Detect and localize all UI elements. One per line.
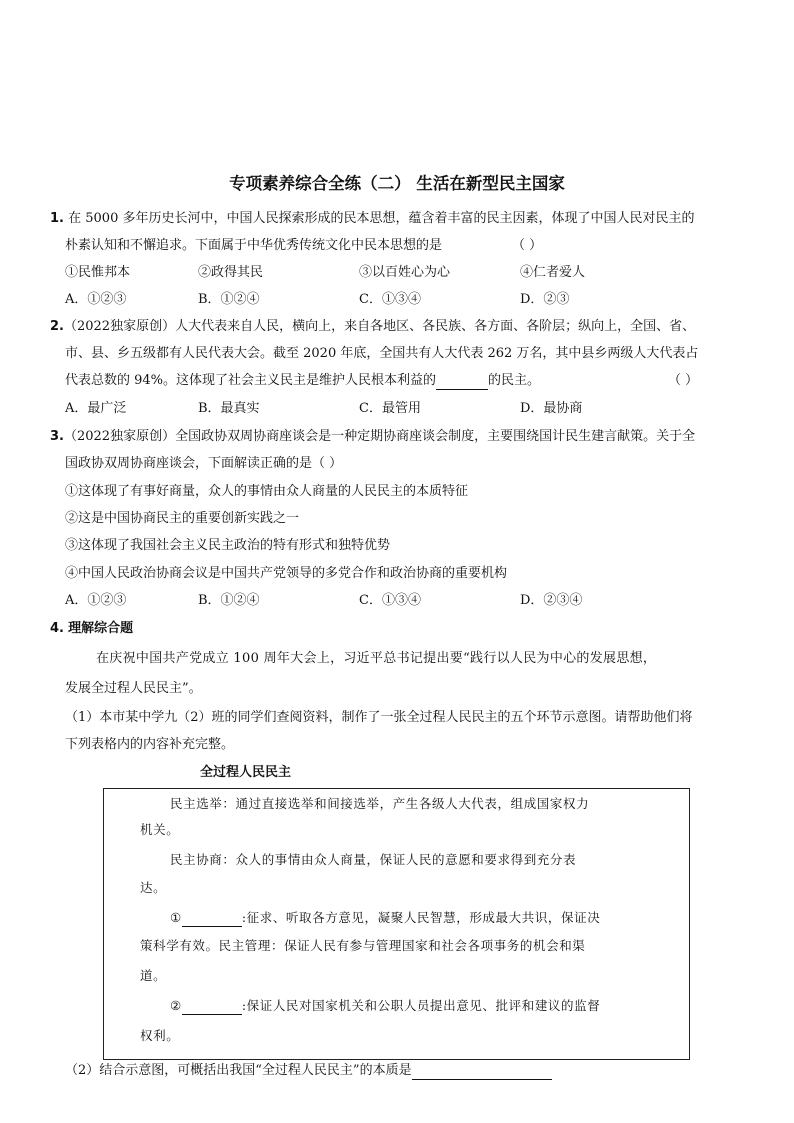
question-4-sub-1-line-2: 下列表格内的内容补充完整。 xyxy=(65,737,235,752)
question-2-line-2: 市、县、乡五级都有人民代表大会。截至 2020 年底，全国共有人大代表 262 万名，其中县乡两级人大代表占 xyxy=(65,346,699,361)
question-4-material-2: 发展全过程人民民主”。 xyxy=(65,681,202,696)
question-2-option-a[interactable]: A．最广泛 xyxy=(65,401,127,416)
question-1-line-1 xyxy=(50,210,694,228)
question-4-sub-2-text: （2）结合示意图，可概括出我国“全过程人民民主”的本质是 xyxy=(65,1063,412,1078)
sub-2-answer-blank[interactable] xyxy=(412,1065,552,1080)
question-2-answer-paren: （ ） xyxy=(668,373,699,388)
question-2-text-3b: 的民主。 xyxy=(488,373,541,388)
question-1-option-c[interactable]: C．①③④ xyxy=(359,292,421,307)
diagram-box xyxy=(103,788,690,1060)
question-2-line-3 xyxy=(65,372,540,390)
box-line-3: 民主协商：众人的事情由众人商量，保证人民的意愿和要求得到充分表 xyxy=(170,852,577,867)
box-line-1: 民主选举：通过直接选举和间接选举，产生各级人大代表，组成国家权力 xyxy=(170,796,590,811)
question-3-item-1: ①这体现了有事好商量，众人的事情由众人商量的人民民主的本质特征 xyxy=(65,484,469,499)
question-3-item-2: ②这是中国协商民主的重要创新实践之一 xyxy=(65,511,300,526)
question-1-item-2: ②政得其民 xyxy=(198,265,264,280)
question-2-line-1 xyxy=(50,318,695,336)
blank-1-input[interactable] xyxy=(182,912,242,927)
question-2-number: 2. xyxy=(50,319,64,334)
diagram-title: 全过程人民民主 xyxy=(200,765,292,780)
question-4-heading: 理解综合题 xyxy=(68,621,134,636)
blank-1-marker: ① xyxy=(170,910,182,925)
question-2-option-d[interactable]: D．最协商 xyxy=(520,401,583,416)
question-2-blank[interactable] xyxy=(436,375,488,390)
question-3-text-1: （2022独家原创）全国政协双周协商座谈会是一种定期协商座谈会制度，主要围绕国计民生建言献策。关于全 xyxy=(63,429,696,444)
box-line-6: 策科学有效。民主管理：保证人民有参与管理国家和社会各项事务的机会和渠 xyxy=(140,938,586,953)
question-1-item-3: ③以百姓心为心 xyxy=(359,265,451,280)
box-line-2: 机关。 xyxy=(140,822,180,837)
question-4-sub-1-line-1: （1）本市某中学九（2）班的同学们查阅资料，制作了一张全过程人民民主的五个环节示意图。请帮助他们将 xyxy=(65,710,693,725)
question-2-text-3a: 代表总数的 94%。这体现了社会主义民主是维护人民根本利益的 xyxy=(65,373,437,388)
question-3-option-a[interactable]: A．①②③ xyxy=(65,593,127,608)
box-line-4: 达。 xyxy=(140,880,167,895)
question-4-material-1: 在庆祝中国共产党成立 100 周年大会上，习近平总书记提出要“践行以人民为中心的发展思想， xyxy=(96,651,657,666)
question-1-answer-paren: （ ） xyxy=(512,238,543,253)
question-1-line-2 xyxy=(65,237,442,255)
question-3-option-c[interactable]: C．①③④ xyxy=(359,593,421,608)
question-1-number: 1. xyxy=(50,211,64,226)
box-line-5-text: :征求、听取各方意见，凝聚人民智慧，形成最大共识，保证决 xyxy=(241,910,601,925)
box-line-8 xyxy=(170,997,600,1015)
question-1-text-1: 在 5000 多年历史长河中，中国人民探索形成的民本思想，蕴含着丰富的民主因素，体现了中国人民对民主的 xyxy=(68,211,695,226)
question-4-number: 4. xyxy=(50,621,64,636)
question-1-option-a[interactable]: A．①②③ xyxy=(65,292,127,307)
question-1-item-1: ①民惟邦本 xyxy=(65,265,131,280)
question-3-number: 3. xyxy=(50,429,64,444)
question-3-item-4: ④中国人民政治协商会议是中国共产党领导的多党合作和政治协商的重要机构 xyxy=(65,566,508,581)
question-1-option-d[interactable]: D．②③ xyxy=(520,292,570,307)
question-4-line-1 xyxy=(50,620,133,638)
box-line-7: 道。 xyxy=(140,968,167,983)
question-4-sub-2 xyxy=(65,1062,552,1080)
question-3-option-b[interactable]: B．①②④ xyxy=(198,593,260,608)
question-1-option-b[interactable]: B．①②④ xyxy=(198,292,260,307)
question-3-line-2: 国政协双周协商座谈会，下面解读正确的是（ ） xyxy=(65,456,343,471)
page-title: 专项素养综合全练（二） 生活在新型民主国家 xyxy=(229,174,565,193)
question-1-text-2: 朴素认知和不懈追求。下面属于中华优秀传统文化中民本思想的是 xyxy=(65,238,443,253)
question-3-option-d[interactable]: D．②③④ xyxy=(520,593,583,608)
blank-2-input[interactable] xyxy=(182,1000,242,1015)
question-1-item-4: ④仁者爱人 xyxy=(520,265,586,280)
box-line-9: 权利。 xyxy=(140,1028,180,1043)
question-2-option-b[interactable]: B．最真实 xyxy=(198,401,260,416)
question-3-item-3: ③这体现了我国社会主义民主政治的特有形式和独特优势 xyxy=(65,538,391,553)
question-2-option-c[interactable]: C．最管用 xyxy=(359,401,421,416)
question-3-line-1 xyxy=(50,428,695,446)
box-line-8-text: :保证人民对国家机关和公职人员提出意见、批评和建议的监督 xyxy=(241,998,601,1013)
box-line-5 xyxy=(170,909,600,927)
blank-2-marker: ② xyxy=(170,998,182,1013)
question-2-text-1: （2022独家原创）人大代表来自人民，横向上，来自各地区、各民族、各方面、各阶层；纵向上，全国、省、 xyxy=(63,319,696,334)
